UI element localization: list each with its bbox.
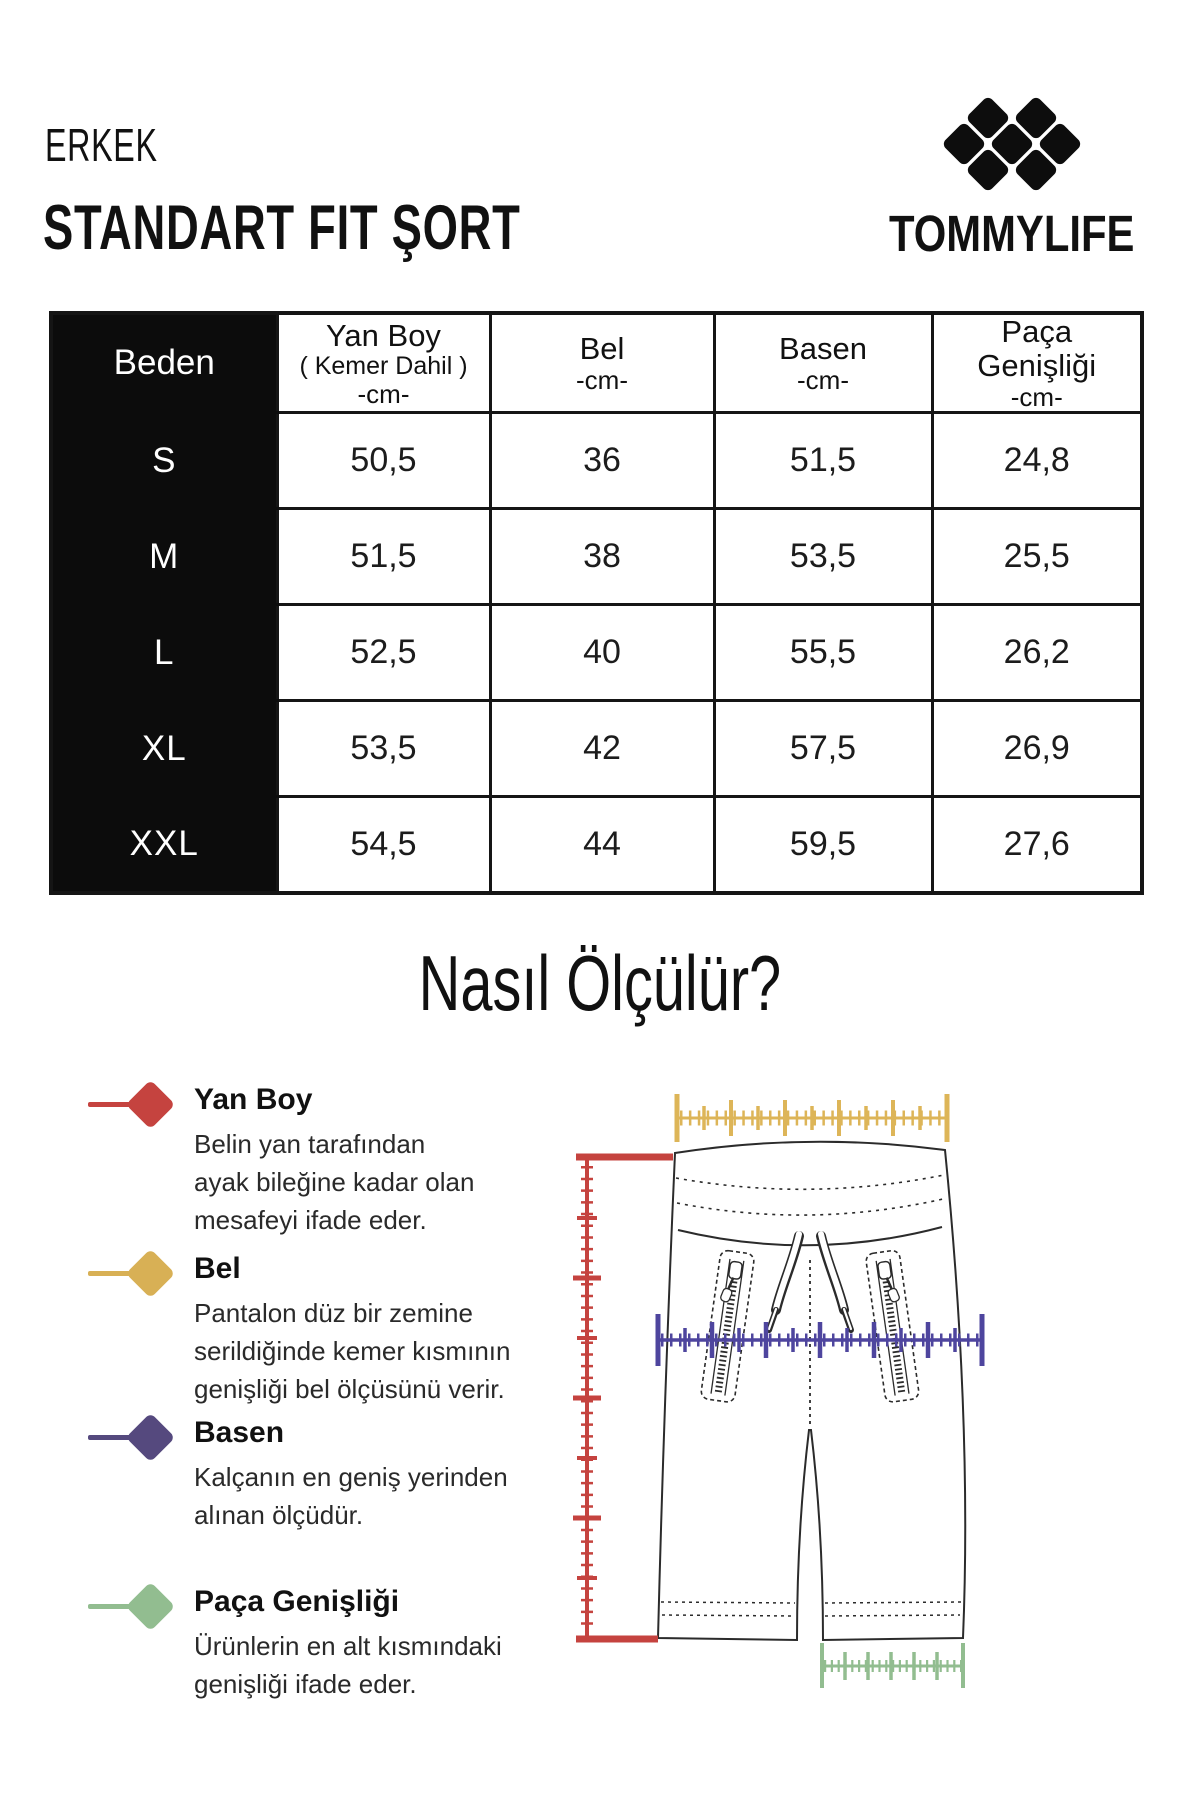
legend-desc-line: Ürünlerin en alt kısmındaki [194,1631,502,1661]
size-table [49,311,1144,895]
table-row [51,605,1142,701]
cell-value: 24,8 [932,413,1142,509]
legend-item-bel [88,1252,554,1408]
legend-item-basen [88,1416,554,1534]
legend-desc-line: alınan ölçüdür. [194,1500,364,1530]
legend-desc-line: Pantalon düz bir zemine [194,1298,473,1328]
legend-desc-line: Kalçanın en geniş yerinden [194,1462,508,1492]
waist-ruler-icon [677,1094,947,1142]
legend-desc-line: genişliği bel ölçüsünü verir. [194,1374,505,1404]
size-label: XL [51,701,277,797]
column-header-basen: Basen -cm- [714,313,932,413]
cell-value: 50,5 [277,413,490,509]
legend-desc-line: Belin yan tarafından [194,1129,426,1159]
cell-value: 53,5 [277,701,490,797]
cell-value: 25,5 [932,509,1142,605]
column-header-beden: Beden [51,313,277,413]
legend-desc-line: ayak bileğine kadar olan [194,1167,475,1197]
tommylife-logo-icon [937,92,1087,196]
how-to-measure-title: Nasıl Ölçülür? [418,939,782,1027]
size-label: L [51,605,277,701]
cell-value: 51,5 [714,413,932,509]
cell-value: 38 [490,509,714,605]
cell-value: 52,5 [277,605,490,701]
cell-value: 59,5 [714,797,932,893]
legend-desc-line: mesafeyi ifade eder. [194,1205,427,1235]
side-length-ruler-icon [573,1157,673,1639]
bel-diamond-marker-icon [88,1256,194,1296]
size-label: XXL [51,797,277,893]
brand-block [852,92,1172,263]
legend-item-yan-boy [88,1083,554,1239]
product-category: ERKEK [45,119,158,171]
legend-desc-line: genişliği ifade eder. [194,1669,417,1699]
table-row [51,413,1142,509]
legend-term: Paça Genişliği [194,1585,400,1618]
legend-item-paca-genisligi [88,1585,554,1703]
cell-value: 54,5 [277,797,490,893]
legend-term: Basen [194,1416,285,1449]
basen-diamond-marker-icon [88,1420,194,1460]
cell-value: 55,5 [714,605,932,701]
brand-name: TOMMYLIFE [889,205,1135,262]
table-row [51,797,1142,893]
paca-genisligi-diamond-marker-icon [88,1589,194,1629]
page-title: STANDART FIT ŞORT [43,193,521,263]
hem-width-ruler-icon [822,1643,963,1688]
legend-desc-line: serildiğinde kemer kısmının [194,1336,511,1366]
cell-value: 27,6 [932,797,1142,893]
legend-term: Yan Boy [194,1083,313,1116]
cell-value: 53,5 [714,509,932,605]
yan-boy-diamond-marker-icon [88,1087,194,1127]
cell-value: 44 [490,797,714,893]
shorts-technical-drawing-icon [520,1080,1020,1700]
size-label: M [51,509,277,605]
table-row [51,509,1142,605]
column-header-bel: Bel -cm- [490,313,714,413]
size-label: S [51,413,277,509]
table-row [51,701,1142,797]
column-header-yan-boy: Yan Boy ( Kemer Dahil ) -cm- [277,313,490,413]
cell-value: 42 [490,701,714,797]
cell-value: 26,9 [932,701,1142,797]
cell-value: 51,5 [277,509,490,605]
cell-value: 36 [490,413,714,509]
cell-value: 26,2 [932,605,1142,701]
legend-term: Bel [194,1252,241,1285]
table-header-row [51,313,1142,413]
cell-value: 57,5 [714,701,932,797]
cell-value: 40 [490,605,714,701]
column-header-paca-genisligi: Paça Genişliği -cm- [932,313,1142,413]
